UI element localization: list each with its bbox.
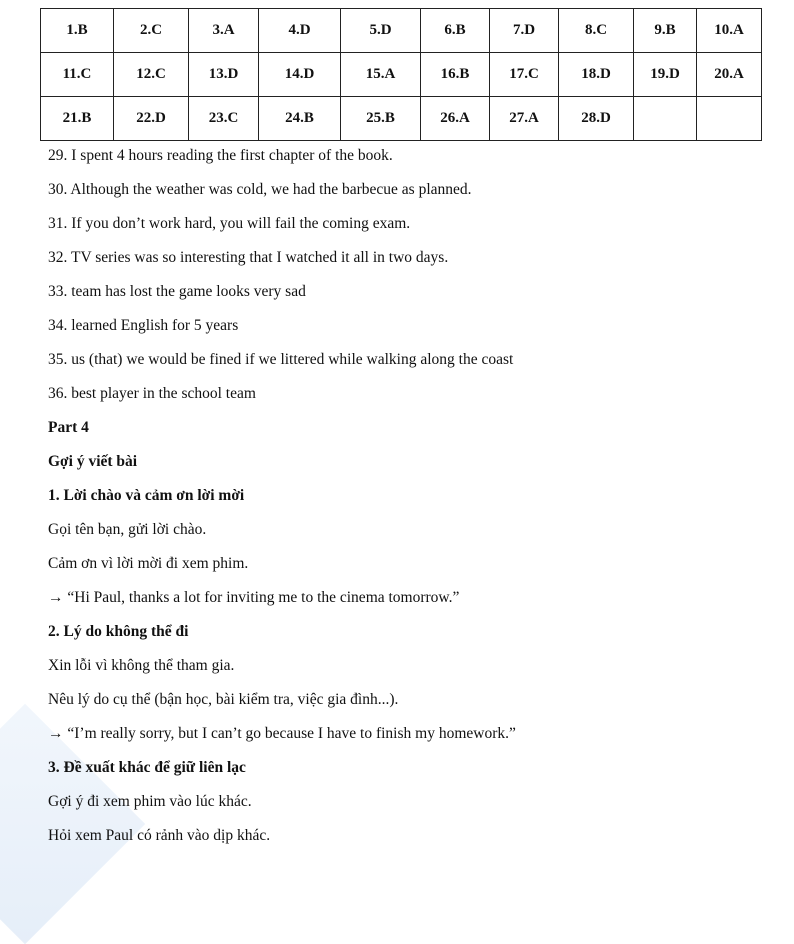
answer-row bbox=[41, 9, 762, 53]
answer-cell bbox=[634, 97, 697, 141]
answer-cell: 11.C bbox=[41, 53, 114, 97]
answer-key-table bbox=[40, 8, 762, 141]
text-line: Cảm ơn vì lời mời đi xem phim. bbox=[48, 555, 249, 572]
answer-cell: 26.A bbox=[421, 97, 490, 141]
answer-cell: 10.A bbox=[697, 9, 762, 53]
answer-row bbox=[41, 53, 762, 97]
text-line: 33. team has lost the game looks very sad bbox=[48, 283, 306, 300]
answer-cell: 21.B bbox=[41, 97, 114, 141]
answer-cell: 7.D bbox=[490, 9, 559, 53]
answer-cell: 14.D bbox=[259, 53, 341, 97]
answer-cell: 16.B bbox=[421, 53, 490, 97]
answer-cell: 19.D bbox=[634, 53, 697, 97]
answer-cell: 4.D bbox=[259, 9, 341, 53]
answer-cell bbox=[697, 97, 762, 141]
answer-cell: 17.C bbox=[490, 53, 559, 97]
answer-cell: 2.C bbox=[114, 9, 189, 53]
text-line: Xin lỗi vì không thể tham gia. bbox=[48, 657, 235, 674]
text-line: 36. best player in the school team bbox=[48, 385, 256, 402]
text-line: → “Hi Paul, thanks a lot for inviting me to the cinema tomorrow.” bbox=[48, 589, 460, 606]
text-line: 35. us (that) we would be fined if we littered while walking along the coast bbox=[48, 351, 514, 368]
answer-cell: 6.B bbox=[421, 9, 490, 53]
answer-cell: 20.A bbox=[697, 53, 762, 97]
answer-cell: 8.C bbox=[559, 9, 634, 53]
answer-cell: 24.B bbox=[259, 97, 341, 141]
answer-cell: 3.A bbox=[189, 9, 259, 53]
text-line: 30. Although the weather was cold, we had the barbecue as planned. bbox=[48, 181, 472, 198]
answer-cell: 9.B bbox=[634, 9, 697, 53]
section-heading: Gợi ý viết bài bbox=[48, 453, 138, 470]
answer-cell: 25.B bbox=[341, 97, 421, 141]
text-line: → “I’m really sorry, but I can’t go because I have to finish my homework.” bbox=[48, 725, 516, 742]
answer-cell: 18.D bbox=[559, 53, 634, 97]
text-line: Hỏi xem Paul có rảnh vào dịp khác. bbox=[48, 827, 271, 844]
text-line: 31. If you don’t work hard, you will fail the coming exam. bbox=[48, 215, 411, 232]
text-line: 32. TV series was so interesting that I watched it all in two days. bbox=[48, 249, 449, 266]
section-heading: Part 4 bbox=[48, 419, 89, 436]
answer-cell: 15.A bbox=[341, 53, 421, 97]
text-line: 34. learned English for 5 years bbox=[48, 317, 239, 334]
section-heading: 2. Lý do không thể đi bbox=[48, 623, 189, 640]
text-line: Gọi tên bạn, gửi lời chào. bbox=[48, 521, 207, 538]
section-heading: 3. Đề xuất khác để giữ liên lạc bbox=[48, 759, 246, 776]
answer-cell: 1.B bbox=[41, 9, 114, 53]
answer-cell: 13.D bbox=[189, 53, 259, 97]
answer-cell: 12.C bbox=[114, 53, 189, 97]
answer-cell: 28.D bbox=[559, 97, 634, 141]
answer-row bbox=[41, 97, 762, 141]
answer-cell: 22.D bbox=[114, 97, 189, 141]
answer-cell: 23.C bbox=[189, 97, 259, 141]
text-line: Gợi ý đi xem phim vào lúc khác. bbox=[48, 793, 252, 810]
answer-cell: 5.D bbox=[341, 9, 421, 53]
answer-cell: 27.A bbox=[490, 97, 559, 141]
text-line: Nêu lý do cụ thể (bận học, bài kiểm tra, việc gia đình...). bbox=[48, 691, 399, 708]
text-line: 29. I spent 4 hours reading the first chapter of the book. bbox=[48, 147, 393, 164]
section-heading: 1. Lời chào và cảm ơn lời mời bbox=[48, 487, 245, 504]
answer-text-body bbox=[48, 146, 774, 860]
